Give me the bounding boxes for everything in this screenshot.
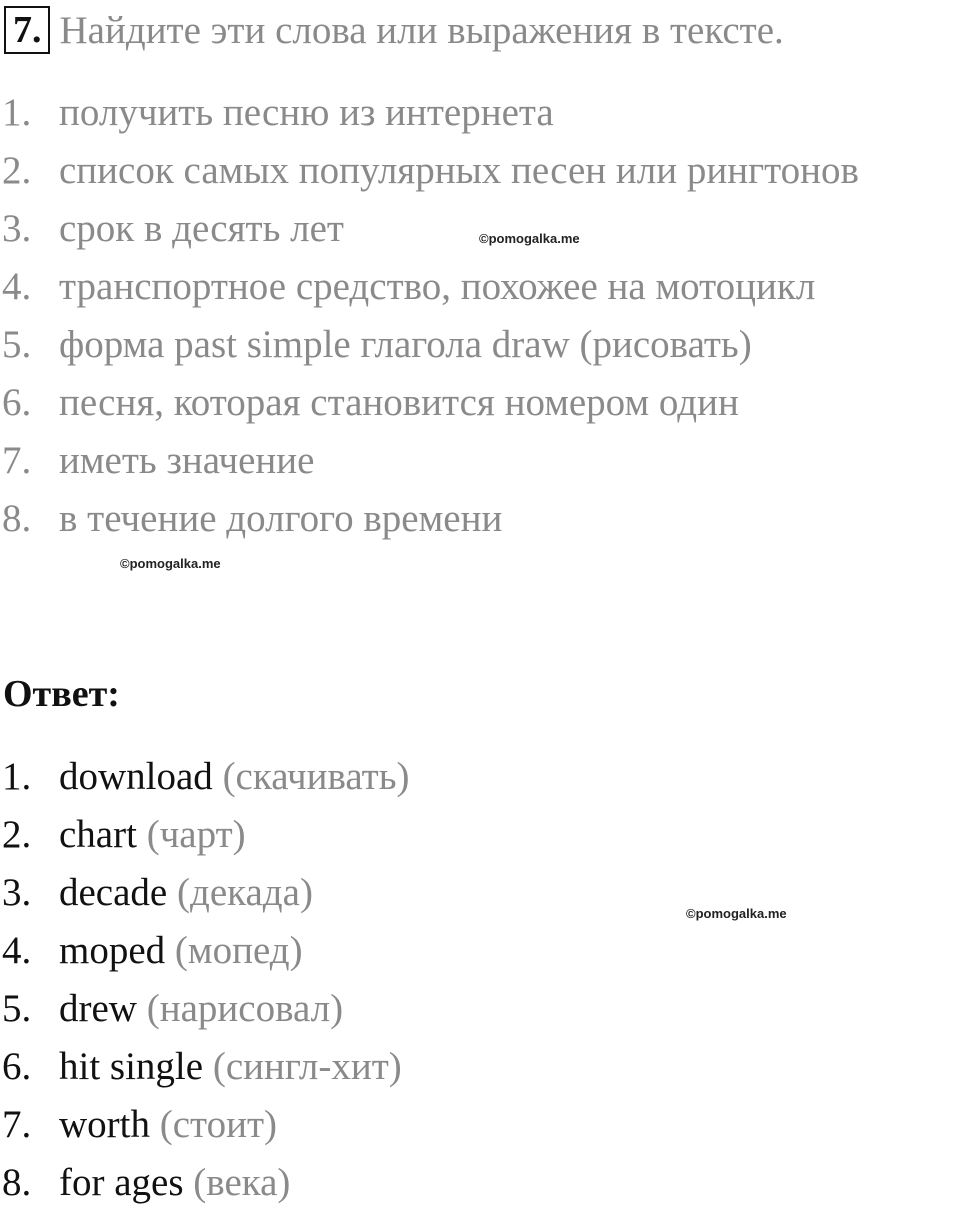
question-text: иметь значение xyxy=(59,439,315,482)
answer-text xyxy=(59,1096,277,1154)
question-text: получить песню из интернета xyxy=(59,91,554,134)
question-text: срок в десять лет xyxy=(59,207,344,250)
answer-translation: (мопед) xyxy=(174,929,303,972)
answer-heading: Ответ: xyxy=(3,673,120,715)
answer-text xyxy=(59,980,343,1038)
answer-translation: (декада) xyxy=(177,871,313,914)
answer-translation: (скачивать) xyxy=(222,755,410,798)
task-instruction: Найдите эти слова или выражения в тексте. xyxy=(59,8,784,52)
answer-number: 8. xyxy=(2,1161,32,1204)
question-text: транспортное средство, похожее на мотоцикл xyxy=(59,265,816,308)
answer-number: 7. xyxy=(2,1103,32,1146)
question-number: 8. xyxy=(2,497,32,540)
answer-english: moped xyxy=(59,929,166,972)
answer-number: 3. xyxy=(2,871,32,914)
answer-english: for ages xyxy=(59,1161,184,1204)
answer-english: download xyxy=(59,755,213,798)
answer-number: 5. xyxy=(2,987,32,1030)
answer-translation: (стоит) xyxy=(159,1103,277,1146)
answer-english: drew xyxy=(59,987,137,1030)
answer-number: 6. xyxy=(2,1045,32,1088)
answer-english: worth xyxy=(59,1103,150,1146)
answer-number: 4. xyxy=(2,929,32,972)
question-number: 3. xyxy=(2,207,32,250)
answer-english: chart xyxy=(59,813,137,856)
answer-text xyxy=(59,806,246,864)
watermark-text: ©pomogalka.me xyxy=(479,231,580,246)
answer-text xyxy=(59,748,409,806)
question-text: форма past simple глагола draw (рисовать) xyxy=(59,323,752,366)
watermark-text: ©pomogalka.me xyxy=(120,556,221,571)
answer-translation: (сингл-хит) xyxy=(212,1045,402,1088)
answer-translation: (нарисовал) xyxy=(146,987,344,1030)
task-header xyxy=(4,2,784,58)
answer-text xyxy=(59,864,313,922)
answer-text xyxy=(59,1038,402,1096)
question-text: в течение долгого времени xyxy=(59,497,503,540)
answer-number: 2. xyxy=(2,813,32,856)
question-number: 1. xyxy=(2,91,32,134)
question-number: 5. xyxy=(2,323,32,366)
question-number: 2. xyxy=(2,149,32,192)
answer-number: 1. xyxy=(2,755,32,798)
answer-translation: (века) xyxy=(193,1161,291,1204)
watermark-text: ©pomogalka.me xyxy=(686,906,787,921)
question-text: список самых популярных песен или рингтонов xyxy=(59,149,859,192)
answer-english: hit single xyxy=(59,1045,204,1088)
answer-text xyxy=(59,1154,290,1212)
question-number: 6. xyxy=(2,381,32,424)
question-number: 4. xyxy=(2,265,32,308)
answer-english: decade xyxy=(59,871,168,914)
question-text: песня, которая становится номером один xyxy=(59,381,739,424)
task-number-box: 7. xyxy=(4,6,50,54)
answer-translation: (чарт) xyxy=(146,813,246,856)
question-number: 7. xyxy=(2,439,32,482)
answer-text xyxy=(59,922,303,980)
